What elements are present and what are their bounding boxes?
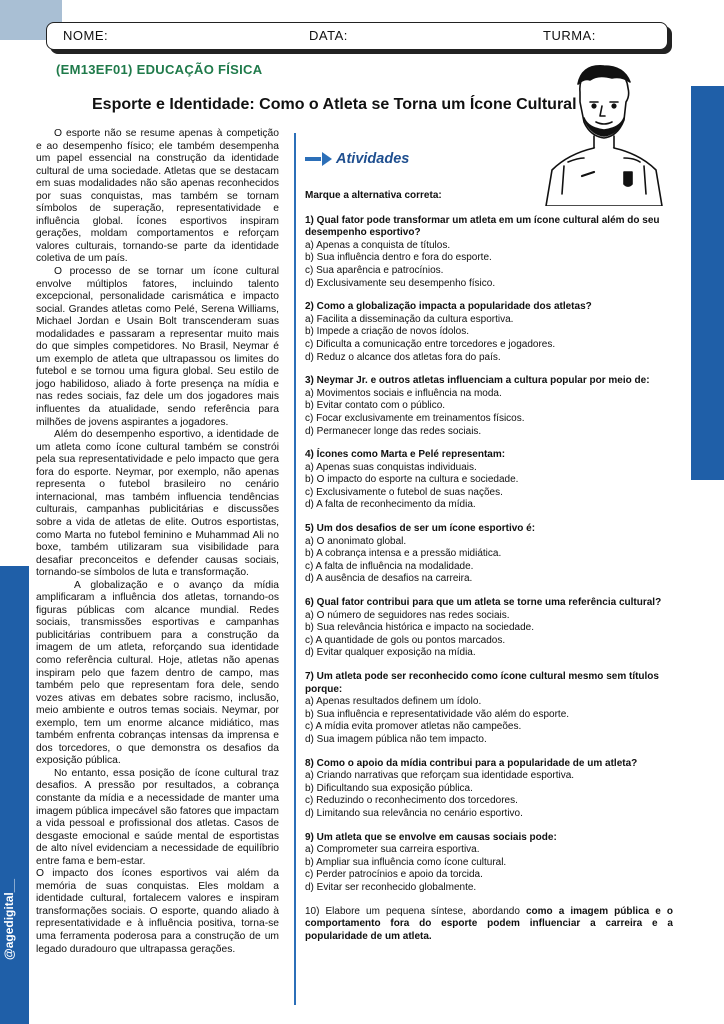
- activities-instruction: Marque a alternativa correta:: [305, 190, 442, 201]
- right-side-bar: [691, 86, 724, 480]
- article-paragraph: A globalização e o avanço da mídia amplificaram a influência dos atletas, tornando-os figuras públicas com alcance mundial. Redes sociais, transmissões esportivas e campanhas publicitárias contribuem para a construção da imagem de um atleta, reforçando sua identidade como referência cultural. Hoje, atletas não apenas inspiram pelo que fazem dentro de campo, mas também pelo que representam fora dele, sendo vozes ativas em debates sobre racismo, inclusão, meio ambiente e outros temas sociais. Neymar, por exemplo, tem um enorme alcance midiático, mas também enfrenta cobranças intensas da imprensa e dos torcedores, o que demonstra os desafios da exposição pública.: [36, 579, 279, 767]
- answer-option[interactable]: d) Reduz o alcance dos atletas fora do país.: [305, 351, 501, 363]
- answer-option[interactable]: d) Limitando sua relevância no cenário esportivo.: [305, 807, 523, 819]
- activities-title: Atividades: [336, 150, 410, 167]
- question-text: 6) Qual fator contribui para que um atleta se torne uma referência cultural?: [305, 597, 662, 609]
- answer-option[interactable]: a) Apenas a conquista de títulos.: [305, 239, 451, 251]
- class-label: TURMA:: [543, 28, 596, 43]
- page-title: Esporte e Identidade: Como o Atleta se Torna um Ícone Cultural: [92, 96, 577, 113]
- answer-option[interactable]: b) Ampliar sua influência como ícone cultural.: [305, 856, 507, 868]
- name-label: NOME:: [63, 28, 109, 43]
- question-8: [305, 758, 673, 821]
- answer-option[interactable]: a) Comprometer sua carreira esportiva.: [305, 844, 480, 856]
- answer-option[interactable]: d) Evitar qualquer exposição na mídia.: [305, 647, 476, 659]
- answer-option[interactable]: a) Criando narrativas que reforçam sua identidade esportiva.: [305, 770, 575, 782]
- answer-option[interactable]: a) O anonimato global.: [305, 535, 407, 547]
- article-paragraph: No entanto, essa posição de ícone cultural traz desafios. A pressão por resultados, a cobrança constante da mídia e a necessidade de manter uma imagem pública impecável são fatores que impactam a vida pessoal e profissional dos atletas. Casos de desgaste emocional e saúde mental de esportistas de alto nível evidenciam a necessidade de equilíbrio entre fama e bem-estar.: [36, 767, 279, 867]
- answer-option[interactable]: a) Facilita a disseminação da cultura esportiva.: [305, 313, 514, 325]
- question-4: [305, 449, 673, 512]
- answer-option[interactable]: b) Evitar contato com o público.: [305, 400, 446, 412]
- question-text: 5) Um dos desafios de ser um ícone esportivo é:: [305, 523, 536, 535]
- answer-option[interactable]: b) Sua relevância histórica e impacto na sociedade.: [305, 622, 535, 634]
- answer-option[interactable]: c) A falta de influência na modalidade.: [305, 560, 474, 572]
- answer-option[interactable]: a) O número de seguidores nas redes sociais.: [305, 609, 510, 621]
- answer-option[interactable]: b) Sua influência e representatividade vão além do esporte.: [305, 708, 570, 720]
- activities-heading: [305, 150, 673, 168]
- article-paragraph: O esporte não se resume apenas à competição e ao desempenho físico; ele também desempenha um papel essencial na construção da identidade cultural de uma sociedade. Atletas que se destacam em suas modalidades não são apenas reconhecidos por suas conquistas, mas também se tornam símbolos de superação, representatividade e influência global. Ícones esportivos inspiram gerações, moldam comportamentos e reforçam valores culturais, tornando-se parte da identidade coletiva de um país.: [36, 128, 279, 265]
- answer-option[interactable]: b) Impede a criação de novos ídolos.: [305, 326, 469, 338]
- question-9: [305, 832, 673, 895]
- answer-option[interactable]: b) A cobrança intensa e a pressão midiática.: [305, 548, 502, 560]
- answer-option[interactable]: c) Reduzindo o reconhecimento dos torcedores.: [305, 795, 518, 807]
- question-text: 2) Como a globalização impacta a popularidade dos atletas?: [305, 301, 592, 313]
- answer-option[interactable]: c) Perder patrocínios e apoio da torcida.: [305, 869, 483, 881]
- question-text: 4) Ícones como Marta e Pelé representam:: [305, 449, 506, 461]
- answer-option[interactable]: d) A falta de reconhecimento da mídia.: [305, 499, 476, 511]
- answer-option[interactable]: d) A ausência de desafios na carreira.: [305, 573, 473, 585]
- answer-option[interactable]: c) Dificulta a comunicação entre torcedores e jogadores.: [305, 338, 556, 350]
- question-10: [305, 906, 673, 944]
- column-divider: [294, 133, 296, 1005]
- article-text: [36, 128, 279, 956]
- answer-option[interactable]: d) Permanecer longe das redes sociais.: [305, 425, 482, 437]
- date-label: DATA:: [309, 28, 348, 43]
- question-10-emphasis: como a imagem pública e o comportamento fora do esporte podem influenciar a carreira e a popularidade de um atleta.: [305, 905, 673, 942]
- question-6: [305, 597, 673, 660]
- answer-option[interactable]: a) Movimentos sociais e influência na moda.: [305, 387, 502, 399]
- question-10-prefix: 10) Elabore um pequena síntese, abordando: [305, 905, 526, 917]
- question-5: [305, 523, 673, 586]
- question-2: [305, 301, 673, 364]
- answer-option[interactable]: d) Exclusivamente seu desempenho físico.: [305, 277, 496, 289]
- question-7: [305, 671, 673, 747]
- answer-option[interactable]: c) Focar exclusivamente em treinamentos físicos.: [305, 412, 525, 424]
- question-1: [305, 215, 673, 291]
- question-text: 7) Um atleta pode ser reconhecido como ícone cultural mesmo sem títulos porque:: [305, 671, 659, 695]
- answer-option[interactable]: c) Exclusivamente o futebol de suas nações.: [305, 486, 503, 498]
- arrow-icon: [305, 152, 332, 166]
- question-text: 3) Neymar Jr. e outros atletas influenciam a cultura popular por meio de:: [305, 375, 650, 387]
- answer-option[interactable]: d) Evitar ser reconhecido globalmente.: [305, 881, 477, 893]
- answer-option[interactable]: c) Sua aparência e patrocínios.: [305, 264, 444, 276]
- student-info-header: [46, 22, 668, 50]
- answer-option[interactable]: d) Sua imagem pública não tem impacto.: [305, 733, 487, 745]
- answer-option[interactable]: c) A mídia evita promover atletas não campeões.: [305, 721, 522, 733]
- article-paragraph: O impacto dos ícones esportivos vai além da memória de suas conquistas. Eles moldam a identidade cultural, fortalecem valores e inspiram transformações sociais. O esporte, quando aliado à representatividade e à influência positiva, torna-se uma ferramenta poderosa para a construção de um legado duradouro que ultrapassa gerações.: [36, 868, 279, 955]
- answer-option[interactable]: c) A quantidade de gols ou pontos marcados.: [305, 634, 506, 646]
- article-paragraph: Além do desempenho esportivo, a identidade de um atleta como ícone cultural também se constrói pela sua representatividade e pelo impacto que gera fora do esporte. Neymar, por exemplo, não apenas representa o futebol brasileiro no cenário internacional, mas também influencia tendências culturais, campanhas publicitárias e discussões sobre a vida de atletas de elite. Outros esportistas, como Marta no futebol feminino e Muhammad Ali no boxe, também utilizaram sua visibilidade para desafiar preconceitos e defender causas sociais, tornando-se símbolos de luta e transformação.: [36, 429, 279, 579]
- question-3: [305, 375, 673, 438]
- answer-option[interactable]: a) Apenas suas conquistas individuais.: [305, 461, 477, 473]
- answer-option[interactable]: b) Dificultando sua exposição pública.: [305, 782, 473, 794]
- answer-option[interactable]: b) Sua influência dentro e fora do esporte.: [305, 252, 492, 264]
- answer-option[interactable]: a) Apenas resultados definem um ídolo.: [305, 696, 482, 708]
- question-text: 8) Como o apoio da mídia contribui para a popularidade de um atleta?: [305, 757, 638, 769]
- question-text: 9) Um atleta que se envolve em causas sociais pode:: [305, 831, 557, 843]
- activities-section: [305, 150, 673, 954]
- social-handle: [2, 934, 22, 960]
- subject-code: (EM13EF01) EDUCAÇÃO FÍSICA: [56, 62, 263, 77]
- article-paragraph: O processo de se tornar um ícone cultural envolve múltiplos fatores, incluindo talento excepcional, personalidade carismática e impacto social. Grandes atletas como Pelé, Serena Williams, Michael Jordan e Usain Bolt transcenderam suas modalidades e passaram a representar muito mais do que simples competidores. No Brasil, Neymar é um exemplo de atleta que ultrapassou os limites do futebol e se tornou uma figura global. Seu estilo de jogo habilidoso, aliado à forte presença na mídia e nas redes sociais, faz dele um dos jogadores mais influentes da atualidade, sendo referência para milhões de jovens aspirantes a jogadores.: [36, 266, 279, 428]
- question-text: 1) Qual fator pode transformar um atleta em um ícone cultural além do seu desempenho esportivo?: [305, 214, 660, 239]
- answer-option[interactable]: b) O impacto do esporte na cultura e sociedade.: [305, 474, 519, 486]
